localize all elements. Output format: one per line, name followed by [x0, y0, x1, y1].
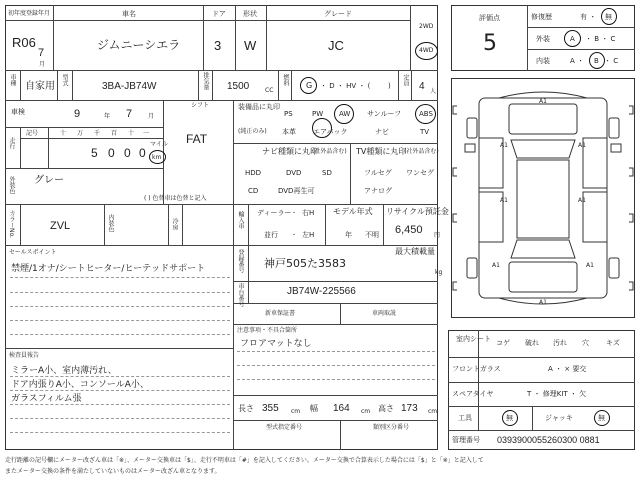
- max-load-label: 最大積載量: [395, 247, 435, 256]
- reg-year-value: R06: [12, 35, 36, 50]
- row-divider: [233, 395, 438, 396]
- col-divider: [72, 70, 73, 100]
- navi-label: ナビ種類に丸印: [262, 147, 318, 156]
- width-label: 幅: [310, 404, 318, 413]
- bracket: [629, 214, 633, 222]
- col-divider: [57, 70, 58, 100]
- new-car-warranty: 新車保証書: [265, 310, 296, 317]
- right-front-door: [583, 138, 607, 188]
- left-mirror: [465, 144, 475, 152]
- model-label: 型式: [61, 74, 68, 86]
- row-divider: [233, 281, 438, 282]
- seat-item: コゲ: [496, 339, 510, 347]
- color-no-value: ZVL: [50, 220, 71, 232]
- ruled-line: [10, 292, 230, 293]
- navi-item: DVD再生可: [278, 187, 315, 195]
- ruled-line: [10, 306, 230, 307]
- drive-2wd: 2WD: [419, 23, 434, 30]
- col-divider: [340, 420, 341, 450]
- car-name-label: 車名: [122, 10, 136, 18]
- digit-header: 百: [111, 130, 118, 137]
- capacity-label: 定員: [402, 74, 409, 86]
- displacement-label: 排気量: [202, 72, 209, 90]
- score-value: 5: [483, 31, 497, 56]
- wheel-rear-left: [467, 258, 477, 278]
- import-left: 左H: [302, 231, 315, 239]
- equip-leather: 本革: [282, 128, 296, 136]
- col-divider: [248, 245, 249, 281]
- fuel-g: G: [306, 81, 313, 90]
- inspector-report-line: ドア内張りA小、コンソールA小、: [11, 380, 149, 390]
- car-name-value: ジムニーシエラ: [97, 38, 181, 52]
- equip-pw: PW: [312, 110, 324, 118]
- import-dealer: ディーラー: [257, 209, 292, 217]
- bracket: [453, 106, 457, 114]
- footer-note-1: 走行距離の記号欄にメーター改ざん車は「※」、メーター交換車は「$」、走行不明車は「#」を記入してください。メーター交換で合算表示した場合には「$」と「※」と記入して: [5, 457, 484, 464]
- digit-header: 一: [143, 130, 150, 137]
- row-divider: [5, 70, 438, 71]
- height-value: 173: [401, 403, 418, 414]
- seats-label: 室内シート: [456, 335, 491, 343]
- inspector-report-line: ミラーA小、室内薄汚れ、: [11, 366, 117, 376]
- col-divider: [398, 70, 399, 100]
- mileage-unit-km: km: [152, 154, 162, 161]
- ruled-line: [10, 334, 230, 335]
- row-divider: [448, 382, 635, 383]
- interior-b-circle: [589, 52, 605, 69]
- equip-sunroof: サンルーフ: [367, 110, 402, 118]
- col-divider: [291, 70, 292, 100]
- ruled-line: [237, 351, 435, 352]
- col-divider: [248, 281, 249, 303]
- col-divider: [266, 5, 267, 70]
- navi-item: SD: [322, 169, 332, 177]
- recycle-label: リサイクル預託金: [386, 207, 449, 216]
- tools-none-circle: [502, 410, 518, 426]
- drive-4wd-circle: [415, 42, 438, 60]
- interior-color-label: 内装色: [107, 214, 114, 232]
- model-year-unit: 年: [345, 231, 352, 239]
- capacity-value: 4: [419, 81, 425, 92]
- tv-label: TV種類に丸印: [356, 147, 407, 156]
- model-value: 3BA-JB74W: [102, 81, 157, 92]
- col-divider: [212, 70, 213, 100]
- width-unit: cm: [361, 408, 371, 415]
- col-divider: [182, 204, 183, 245]
- recycle-yen: 円: [434, 232, 441, 239]
- repair-label: 修復歴: [531, 13, 552, 21]
- registration-label: 登録番号: [237, 249, 244, 273]
- inspector-report-label: 検査員報告: [9, 352, 40, 359]
- import-label: 輸入車: [237, 211, 244, 229]
- digit-header: 万: [77, 130, 84, 137]
- sales-point-text: 禁煙/1オナ/シートヒーター/ヒーテッドサポート: [11, 264, 206, 274]
- aircon-label: 冷房: [171, 218, 178, 230]
- sales-point-label: セールスポイント: [9, 249, 57, 256]
- mileage-digit: 0: [108, 146, 115, 160]
- trunk: [509, 262, 577, 292]
- interior-grade-label: 内装: [536, 57, 550, 65]
- inspection-year-unit: 年: [104, 113, 111, 120]
- spare-tire-value: T ・ 修理KIT ・ 欠: [527, 390, 587, 398]
- fuel-g-circle: [300, 77, 317, 94]
- notes-text: フロアマットなし: [240, 339, 312, 349]
- class-number-label: 類別区分番号: [373, 424, 410, 431]
- damage-label: A1: [578, 197, 586, 204]
- displacement-value: 1500: [227, 81, 250, 92]
- tv-item: アナログ: [364, 187, 392, 195]
- mgmt-value: 0393900055260300 0881: [497, 435, 600, 445]
- col-divider: [532, 406, 533, 430]
- right-rear-door: [583, 192, 607, 242]
- abs-circle: [415, 104, 436, 124]
- col-divider: [411, 70, 412, 100]
- navi-item: CD: [248, 187, 259, 195]
- exterior-a-circle: [564, 30, 581, 47]
- repair-none-circle: [601, 8, 617, 25]
- col-divider: [383, 204, 384, 245]
- row-divider: [233, 143, 438, 144]
- damage-label: A1: [492, 262, 500, 269]
- model-year-label: モデル年式: [333, 207, 373, 216]
- damage-label: A1: [539, 299, 547, 306]
- shape-value: W: [244, 38, 257, 53]
- vehicle-manual: 車両取説: [372, 310, 397, 317]
- wheel-front-right: [609, 118, 619, 138]
- ruled-line: [10, 376, 230, 377]
- glass-label: フロントガラス: [452, 365, 501, 373]
- fuel-options: ・ D ・ HV ・ (: [320, 82, 371, 90]
- dot-separator: ・: [291, 232, 298, 239]
- right-mirror: [611, 144, 621, 152]
- inspection-label: 車検: [11, 108, 25, 116]
- col-divider: [20, 127, 21, 168]
- col-divider: [278, 70, 279, 100]
- type-designation-label: 型式指定番号: [266, 424, 303, 431]
- reg-year-label: 初年度登録年月: [8, 10, 51, 17]
- mileage-digit: 0: [139, 146, 146, 160]
- bracket: [453, 282, 457, 290]
- jack-label: ジャッキ: [545, 414, 573, 422]
- equip-ps: PS: [284, 110, 293, 118]
- col-divider: [325, 204, 326, 245]
- seat-item: キズ: [606, 339, 620, 347]
- exterior-grade-a: A: [570, 35, 575, 43]
- import-parallel: 並行: [264, 231, 278, 239]
- interior-grade-c: ・ C: [604, 57, 619, 65]
- aw-circle: [334, 104, 354, 124]
- tools-label: 工具: [458, 414, 472, 422]
- navi-item: DVD: [286, 169, 302, 177]
- col-divider: [20, 70, 21, 100]
- bracket: [629, 168, 633, 176]
- registration-value: 神戸505た3583: [264, 257, 346, 270]
- row-divider: [233, 420, 438, 421]
- wheel-front-left: [467, 118, 477, 138]
- chassis-label: 車台番号: [237, 283, 244, 307]
- model-year-unknown: 不明: [365, 231, 379, 239]
- row-divider: [5, 168, 163, 169]
- mileage-label: 走行: [8, 137, 15, 149]
- row-divider: [448, 430, 635, 431]
- repair-selected: 無: [605, 13, 612, 21]
- row-divider: [233, 324, 438, 325]
- rear-window: [511, 240, 575, 258]
- row-divider: [233, 245, 438, 246]
- row-divider: [527, 49, 635, 50]
- bracket: [629, 106, 633, 114]
- col-divider: [53, 5, 54, 70]
- shift-value: FAT: [186, 132, 208, 146]
- equip-navi: ナビ: [375, 128, 389, 136]
- tv-item: フルセグ: [364, 169, 392, 177]
- damage-label: A1: [578, 142, 586, 149]
- ruled-line: [237, 379, 435, 380]
- inspection-month: 7: [126, 108, 133, 120]
- ruled-line: [237, 365, 435, 366]
- displacement-unit: CC: [265, 87, 274, 94]
- ruled-line: [10, 432, 230, 433]
- digit-header: 千: [94, 130, 101, 137]
- navi-item: HDD: [245, 169, 262, 177]
- bracket: [453, 168, 457, 176]
- wheel-rear-right: [609, 258, 619, 278]
- row-divider: [5, 245, 233, 246]
- col-divider: [235, 5, 236, 70]
- col-divider: [104, 204, 105, 245]
- equip-airbag: エアバック: [313, 128, 348, 136]
- km-circle: [149, 150, 166, 164]
- seat-item: 汚れ: [553, 339, 567, 347]
- dot-separator: ・: [291, 210, 298, 217]
- height-label: 高さ: [378, 404, 394, 413]
- tv-sub: (社外品含む): [404, 148, 439, 155]
- fuel-close: ): [388, 82, 391, 90]
- footer-note-2: またメーター交換の条件を満たしていないものはメーター改ざん車となります。: [5, 468, 221, 475]
- ruled-line: [10, 320, 230, 321]
- exterior-grade-rest: ・ B ・ C: [585, 35, 616, 43]
- mileage-unit-mile: マイル: [150, 141, 168, 148]
- equip-abs: ABS: [419, 110, 433, 118]
- col-divider: [410, 5, 411, 70]
- reg-month-value: 7: [38, 47, 45, 59]
- inspector-report-line: ガラスフィルム張: [11, 394, 82, 404]
- row-divider: [5, 127, 163, 128]
- col-divider: [198, 70, 199, 100]
- digit-header: 十: [60, 130, 67, 137]
- exterior-grade-label: 外装: [536, 35, 550, 43]
- equipment-sub-label: (純正のみ): [238, 128, 267, 135]
- grade-value: JC: [328, 38, 344, 53]
- digit-header: 十: [128, 130, 135, 137]
- notes-label: 注意事項・不具合箇所: [237, 327, 298, 334]
- car-type-label: 車種: [9, 74, 16, 86]
- mileage-digit: 5: [91, 146, 98, 160]
- col-divider: [203, 5, 204, 70]
- navi-sub: (社外品含む): [312, 148, 347, 155]
- mileage-digit: 0: [124, 146, 131, 160]
- row-divider: [5, 100, 438, 101]
- length-value: 355: [262, 403, 279, 414]
- hood: [509, 104, 577, 134]
- month-unit: 月: [39, 61, 46, 68]
- length-unit: cm: [291, 408, 301, 415]
- doors-value: 3: [214, 38, 222, 53]
- col-divider: [248, 204, 249, 245]
- row-divider: [448, 357, 635, 358]
- col-divider: [350, 143, 351, 204]
- col-divider: [233, 100, 234, 350]
- ruled-line: [10, 418, 230, 419]
- import-right: 右H: [302, 209, 315, 217]
- bracket: [453, 214, 457, 222]
- inspection-year: 9: [74, 108, 81, 120]
- recycle-value: 6,450: [395, 224, 423, 236]
- doors-label: ドア: [212, 10, 226, 18]
- drive-4wd: 4WD: [419, 47, 434, 54]
- jack-none-circle: [594, 410, 610, 426]
- color-no-label: カラーNo.: [8, 210, 15, 238]
- exterior-note: ( ) 色替車は色替と記入: [144, 195, 207, 202]
- ruled-line: [10, 277, 230, 278]
- height-unit: cm: [428, 408, 438, 415]
- tv-item: ワンセグ: [406, 169, 434, 177]
- header-divider: [5, 20, 410, 21]
- shape-label: 形状: [243, 10, 257, 18]
- length-label: 長さ: [238, 404, 254, 413]
- col-divider: [340, 303, 341, 324]
- glass-value: A ・ × 要交: [548, 365, 587, 373]
- repair-options: 有 ・: [580, 13, 597, 21]
- row-divider: [448, 406, 635, 407]
- spare-tire-label: スペアタイヤ: [452, 390, 494, 398]
- damage-label: A1: [539, 98, 547, 105]
- damage-label: A1: [500, 197, 508, 204]
- seat-item: 穴: [582, 339, 589, 347]
- max-load-kg: kg: [435, 269, 443, 276]
- exterior-label: 外装色: [8, 176, 15, 194]
- mileage-symbol-label: 記号: [26, 130, 39, 137]
- row-divider: [233, 204, 438, 205]
- mileage-divider: [20, 138, 163, 139]
- inspection-month-unit: 月: [148, 113, 155, 120]
- row-divider: [233, 303, 438, 304]
- grade-label: グレード: [324, 10, 352, 18]
- windshield: [511, 140, 575, 158]
- row-divider: [5, 348, 233, 349]
- row-divider: [527, 27, 635, 28]
- score-label: 評価点: [479, 14, 500, 22]
- tools-value: 無: [506, 414, 513, 422]
- row-divider: [5, 204, 233, 205]
- col-divider: [527, 5, 528, 71]
- col-divider: [20, 204, 21, 245]
- mgmt-label: 管理番号: [452, 436, 480, 444]
- roof: [517, 160, 569, 238]
- col-divider: [168, 204, 169, 245]
- car-type-value: 自家用: [25, 81, 55, 92]
- bracket: [629, 282, 633, 290]
- equipment-label: 装備品に丸印: [238, 103, 280, 111]
- fuel-label: 燃料: [282, 74, 289, 86]
- jack-value: 無: [598, 414, 605, 422]
- ruled-line: [10, 404, 230, 405]
- damage-label: A1: [500, 142, 508, 149]
- capacity-unit: 人: [430, 88, 437, 95]
- equip-tv: TV: [420, 128, 430, 136]
- col-divider: [233, 350, 234, 450]
- chassis-value: JB74W-225566: [287, 286, 356, 297]
- damage-label: A1: [586, 262, 594, 269]
- ruled-line: [10, 390, 230, 391]
- interior-grade-b: B: [594, 57, 599, 65]
- shift-label: シフト: [191, 102, 210, 109]
- exterior-color: グレー: [34, 175, 64, 186]
- interior-grade-a: A ・: [570, 57, 585, 65]
- equip-aw: AW: [339, 110, 351, 118]
- airbag-circle: [312, 118, 332, 138]
- seat-item: 破れ: [525, 339, 539, 347]
- car-damage-diagram: [451, 78, 635, 318]
- width-value: 164: [333, 403, 350, 414]
- col-divider: [48, 127, 49, 168]
- col-divider: [478, 330, 479, 430]
